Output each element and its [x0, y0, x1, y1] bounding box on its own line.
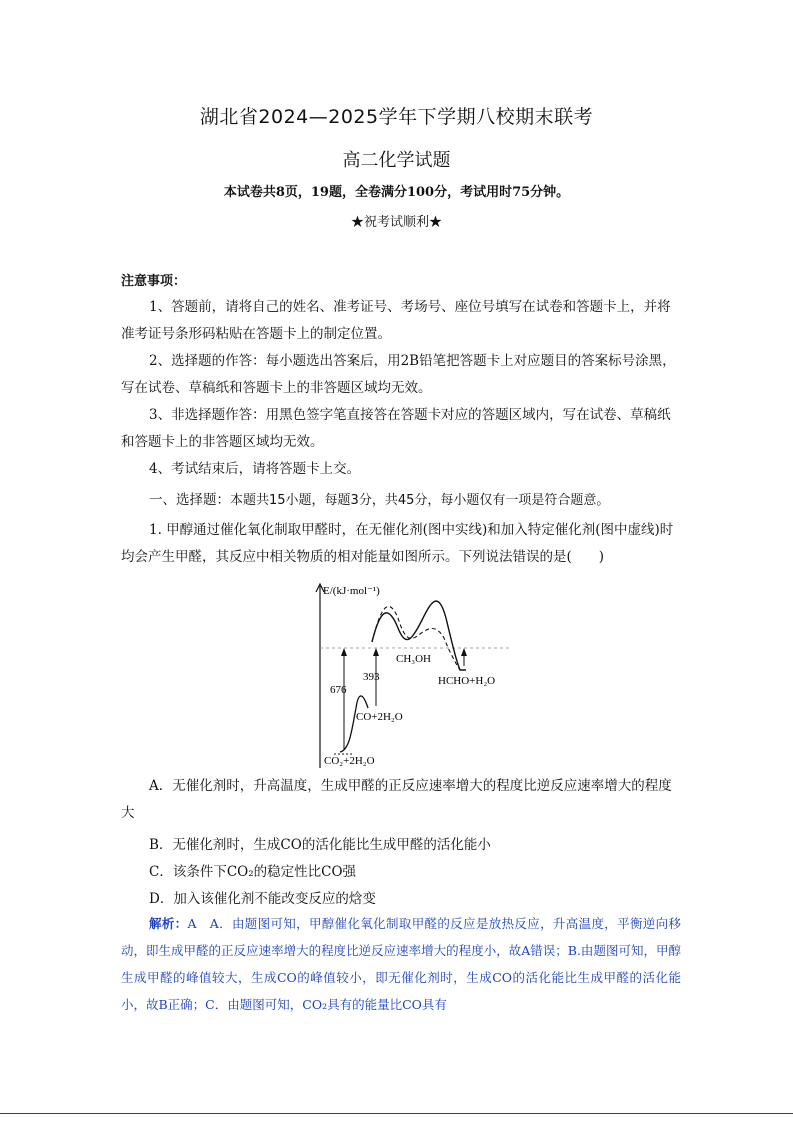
exam-title: 湖北省2024—2025学年下学期八校期末联考: [199, 106, 594, 128]
y-axis-label: E/(kJ·mol⁻¹): [323, 585, 380, 597]
note-item: 1、答题前，请将自己的姓名、准考证号、考场号、座位号填写在试卷和答题卡上，并将准考证号条形码粘贴在答题卡上的制定位置。: [121, 299, 671, 342]
option-b: B．无催化剂时，生成CO的活化能比生成甲醛的活化能小: [149, 837, 491, 853]
page-bottom-line: [0, 1113, 793, 1114]
option-a: A．无催化剂时，升高温度，生成甲醛的正反应速率增大的程度比逆反应速率增大的程度大: [121, 778, 672, 821]
note-item: 4、考试结束后，请将答题卡上交。: [149, 461, 361, 477]
label-co2: CO₂+2H₂O: [324, 755, 375, 767]
arrow-393-head: [373, 648, 379, 656]
arrow-676-head: [341, 648, 347, 656]
exam-subtitle: 高二化学试题: [342, 150, 451, 171]
answer-explanation: [121, 910, 681, 1018]
exam-wish: ★祝考试顺利★: [350, 215, 442, 230]
answer-label: 解析：: [149, 916, 188, 931]
question-stem: 1. 甲醇通过催化氧化制取甲醛时，在无催化剂(图中实线)和加入特定催化剂(图中虚线)时均会产生甲醛，其反应中相关物质的相对能量如图所示。下列说法错误的是( ): [121, 522, 674, 565]
label-co: CO+2H₂O: [356, 711, 403, 723]
option-c: C．该条件下CO₂的稳定性比CO强: [149, 864, 357, 880]
section-heading: [149, 488, 609, 508]
note-item: 3、非选择题作答：用黑色签字笔直接答在答题卡对应的答题区域内，写在试卷、草稿纸和答题卡上的非答题区域均无效。: [121, 407, 671, 450]
notes-heading: 注意事项：: [121, 274, 187, 289]
arrow-hcho-head: [461, 648, 467, 656]
label-ch3oh: CH₃OH: [396, 653, 432, 665]
energy-diagram: [300, 578, 520, 770]
option-d: D．加入该催化剂不能改变反应的焓变: [149, 891, 376, 907]
value-393: 393: [363, 671, 380, 683]
section-prefix: 一、选择题：: [149, 492, 230, 508]
answer-text: A A．由题图可知，甲醇催化氧化制取甲醛的反应是放热反应，升高温度，平衡逆向移动，即生成甲醛的正反应速率增大的程度比逆反应速率增大的程度小，故A错误；B.由题图可知，甲醇生成甲醛的峰值较大，生成CO的峰值较小，即无催化剂时，生成CO的活化能比生成甲醛的活化能小，故B正确；C．由题图可知，CO₂具有的能量比CO具有: [121, 916, 681, 1012]
label-hcho: HCHO+H₂O: [438, 675, 496, 687]
note-item: 2、选择题的作答：每小题选出答案后，用2B铅笔把答题卡上对应题目的答案标号涂黑，写在试卷、草稿纸和答题卡上的非答题区域均无效。: [121, 353, 676, 396]
exam-info: 本试卷共8页，19题，全卷满分100分，考试用时75分钟。: [223, 185, 570, 200]
section-text: 本题共15小题，每题3分，共45分，每小题仅有一项是符合题意。: [230, 493, 610, 508]
value-676: 676: [330, 684, 347, 696]
